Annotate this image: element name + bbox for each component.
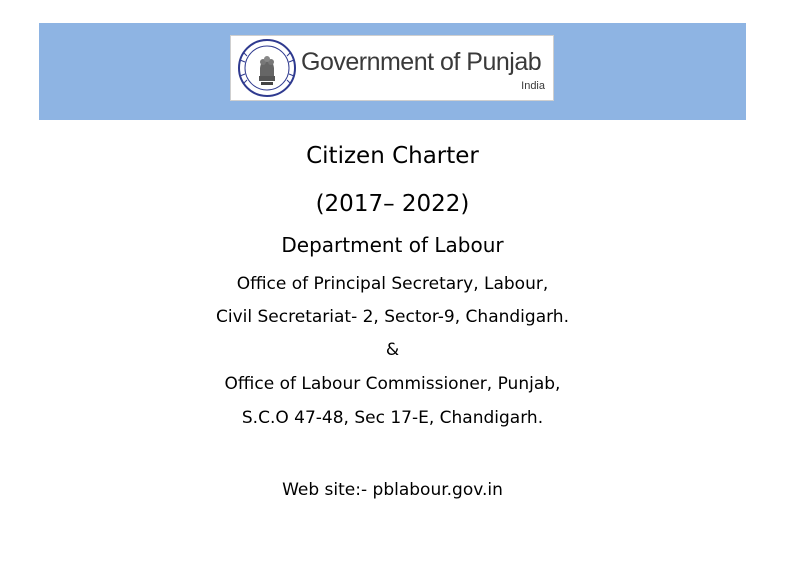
document-title: Citizen Charter [306,143,479,169]
state-emblem-icon [237,38,297,98]
website-text: Web site:- pblabour.gov.in [282,480,503,500]
logo-subtitle: India [521,80,545,92]
address-line: Office of Labour Commissioner, Punjab, [224,374,561,394]
department-name: Department of Labour [281,233,504,257]
government-logo [230,35,554,101]
address-line: Civil Secretariat- 2, Sector-9, Chandigarh. [216,307,569,327]
address-line: S.C.O 47-48, Sec 17-E, Chandigarh. [241,408,544,428]
charter-period: (2017– 2022) [315,191,470,217]
address-separator: & [385,340,400,360]
logo-title: Government of Punjab [301,48,542,76]
address-line: Office of Principal Secretary, Labour, [236,274,549,294]
